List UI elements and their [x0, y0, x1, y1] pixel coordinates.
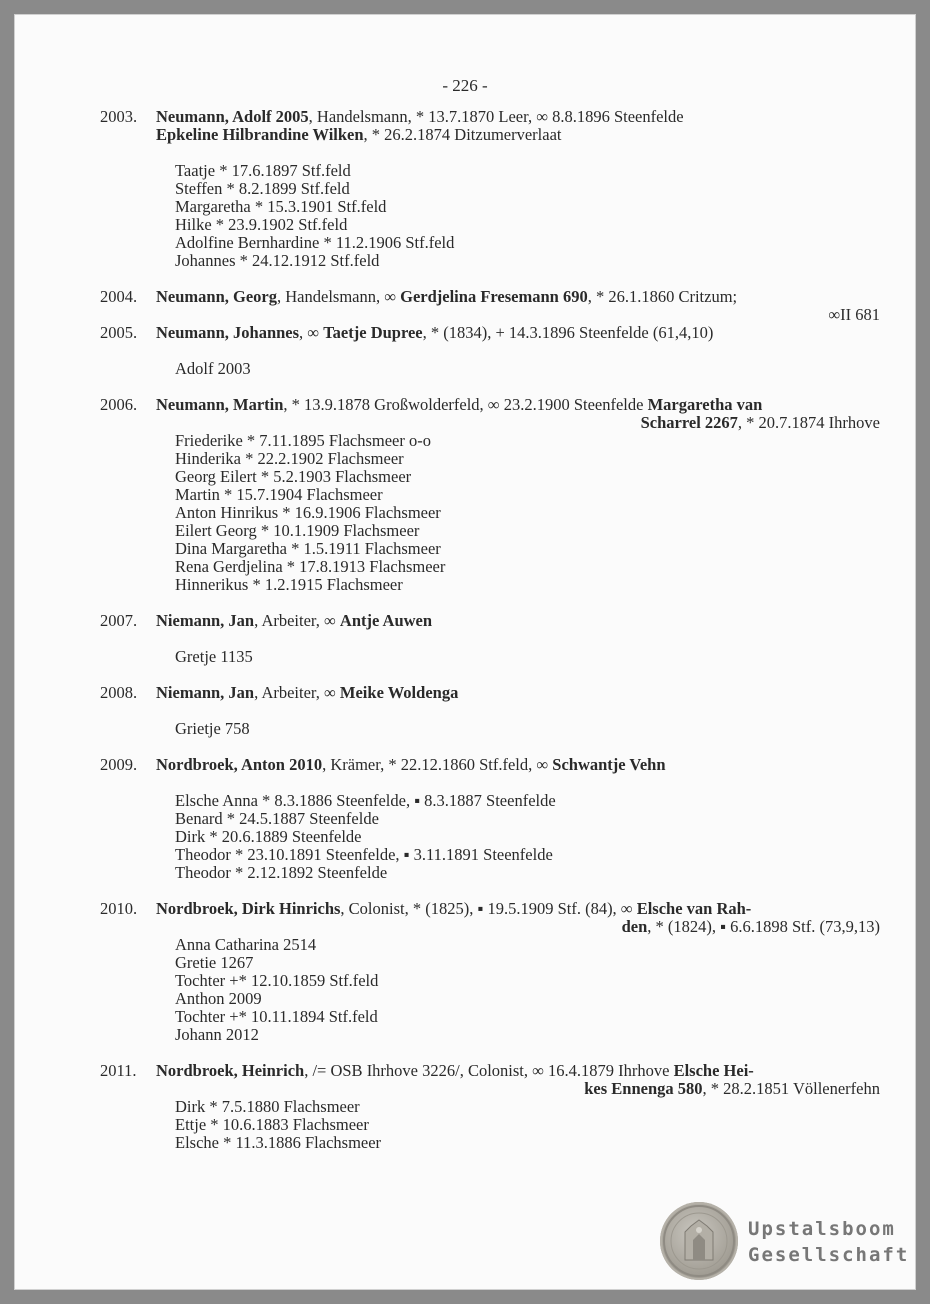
spouse-name: Meike Woldenga [339, 683, 459, 702]
spouse-name: Epkeline Hilbrandine Wilken [156, 125, 364, 144]
children-list [175, 648, 880, 666]
children-list [175, 162, 880, 270]
entry-number: 2010. [100, 899, 138, 918]
entry-number: 2006. [100, 395, 138, 414]
child: Elsche Anna * 8.3.1886 Steenfelde, ▪ 8.3.1887 Steenfelde [175, 791, 556, 810]
entry-2009: 2009. Nordbroek, Anton 2010, Krämer, * 22.12.1860 Stf.feld, ∞ Schwantje Vehn Elsche Anna * 8.3.1886 Steenfelde, ▪ 8.3.1887 Steenfelde Benard * 24.5.1887 Steenfelde Dirk * 20.6.1889 Steenfelde Theodor * 23.10.1891 Steenfelde, ▪ 3.11.1891 Steenfelde Theodor * 2.12.1892 Steenfelde [100, 756, 880, 882]
person-name: Neumann, Johannes [156, 323, 300, 342]
entry-2006: 2006. Neumann, Martin, * 13.9.1878 Großwolderfeld, ∞ 23.2.1900 Steenfelde Margaretha van Scharrel 2267, * 20.7.1874 Ihrhove Friederike * 7.11.1895 Flachsmeer o-o Hinderika * 22.2.1902 Flachsmeer Georg Eilert * 5.2.1903 Flachsmeer Martin * 15.7.1904 Flachsmeer Anton Hinrikus * 16.9.1906 Flachsmeer Eilert Georg * 10.1.1909 Flachsmeer Dina Margaretha * 1.5.1911 Flachsmeer Rena Gerdjelina * 17.8.1913 Flachsmeer Hinnerikus * 1.2.1915 Flachsmeer [100, 395, 880, 594]
child: Dirk * 20.6.1889 Steenfelde [175, 827, 362, 846]
entry-2005: 2005. Neumann, Johannes, ∞ Taetje Dupree, * (1834), + 14.3.1896 Steenfelde (61,4,10) Adolf 2003 [100, 324, 880, 378]
spouse-name: Elsche Hei- [673, 1061, 754, 1080]
spouse-name: Schwantje Vehn [552, 755, 666, 774]
children-list [175, 1098, 880, 1152]
person-name: Nordbroek, Anton 2010 [156, 755, 323, 774]
child: Elsche * 11.3.1886 Flachsmeer [175, 1133, 382, 1152]
child: Friederike * 7.11.1895 Flachsmeer o-o [175, 431, 431, 450]
spouse-name: Elsche van Rah- [636, 899, 752, 918]
child: Dirk * 7.5.1880 Flachsmeer [175, 1097, 360, 1116]
brand-line1: Upstalsboom [748, 1218, 896, 1240]
entry-number: 2003. [100, 107, 138, 126]
children-list [175, 360, 880, 378]
child: Hilke * 23.9.1902 Stf.feld [175, 215, 348, 234]
child: Steffen * 8.2.1899 Stf.feld [175, 179, 350, 198]
brand-logo [748, 1216, 909, 1268]
spouse-name-cont: den [621, 917, 648, 936]
spouse-name-cont: Scharrel 2267 [640, 413, 738, 432]
entry-number: 2011. [100, 1061, 137, 1080]
spouse-name: Margaretha van [647, 395, 763, 414]
spouse-name: Antje Auwen [339, 611, 433, 630]
spouse-name: Taetje Dupree [323, 323, 423, 342]
spouse-name: Gerdjelina Fresemann 690 [400, 287, 588, 306]
child: Adolfine Bernhardine * 11.2.1906 Stf.feld [175, 233, 455, 252]
person-name: Nordbroek, Dirk Hinrichs [156, 899, 341, 918]
person-name: Neumann, Georg [156, 287, 277, 306]
person-name: Niemann, Jan [156, 683, 255, 702]
child: Gretie 1267 [175, 953, 254, 972]
child: Dina Margaretha * 1.5.1911 Flachsmeer [175, 539, 441, 558]
child: Gretje 1135 [175, 647, 253, 666]
child: Margaretha * 15.3.1901 Stf.feld [175, 197, 387, 216]
entry-number: 2004. [100, 287, 138, 306]
child: Eilert Georg * 10.1.1909 Flachsmeer [175, 521, 420, 540]
child: Benard * 24.5.1887 Steenfelde [175, 809, 379, 828]
entry-number: 2007. [100, 611, 138, 630]
child: Grietje 758 [175, 719, 250, 738]
child: Theodor * 2.12.1892 Steenfelde [175, 863, 388, 882]
child: Rena Gerdjelina * 17.8.1913 Flachsmeer [175, 557, 446, 576]
children-list [175, 936, 880, 1044]
person-name: Neumann, Martin [156, 395, 284, 414]
entry-2008: 2008. Niemann, Jan, Arbeiter, ∞ Meike Woldenga Grietje 758 [100, 684, 880, 738]
children-list [175, 720, 880, 738]
entry-2010: 2010. Nordbroek, Dirk Hinrichs, Colonist, * (1825), ▪ 19.5.1909 Stf. (84), ∞ Elsche van Rah- den, * (1824), ▪ 6.6.1898 Stf. (73,9,13) Anna Catharina 2514 Gretie 1267 Tochter +* 12.10.1859 Stf.feld Anthon 2009 Tochter +* 10.11.1894 Stf.feld Johann 2012 [100, 899, 880, 1044]
child: Johann 2012 [175, 1025, 259, 1044]
entry-2004: 2004. Neumann, Georg, Handelsmann, ∞ Gerdjelina Fresemann 690, * 26.1.1860 Critzum; ∞II 681 [100, 287, 880, 324]
child: Theodor * 23.10.1891 Steenfelde, ▪ 3.11.1891 Steenfelde [175, 845, 553, 864]
child: Hinnerikus * 1.2.1915 Flachsmeer [175, 575, 403, 594]
child: Georg Eilert * 5.2.1903 Flachsmeer [175, 467, 412, 486]
entry-number: 2008. [100, 683, 138, 702]
continuation: ∞II 681 [828, 305, 880, 324]
child: Anthon 2009 [175, 989, 262, 1008]
brand-line2: Gesellschaft [748, 1244, 910, 1266]
person-name: Nordbroek, Heinrich [156, 1061, 305, 1080]
society-seal-icon [660, 1202, 738, 1280]
child: Taatje * 17.6.1897 Stf.feld [175, 161, 351, 180]
child: Adolf 2003 [175, 359, 251, 378]
child: Ettje * 10.6.1883 Flachsmeer [175, 1115, 369, 1134]
child: Hinderika * 22.2.1902 Flachsmeer [175, 449, 404, 468]
spouse-name-cont: kes Ennenga 580 [584, 1079, 703, 1098]
child: Johannes * 24.12.1912 Stf.feld [175, 251, 380, 270]
children-list [175, 432, 880, 594]
child: Anton Hinrikus * 16.9.1906 Flachsmeer [175, 503, 441, 522]
entry-2007: 2007. Niemann, Jan, Arbeiter, ∞ Antje Auwen Gretje 1135 [100, 612, 880, 666]
entry-2011: 2011. Nordbroek, Heinrich, /= OSB Ihrhove 3226/, Colonist, ∞ 16.4.1879 Ihrhove Elsche Hei- kes Ennenga 580, * 28.2.1851 Völlenerfehn Dirk * 7.5.1880 Flachsmeer Ettje * 10.6.1883 Flachsmeer Elsche * 11.3.1886 Flachsmeer [100, 1061, 880, 1152]
person-name: Neumann, Adolf 2005 [156, 107, 309, 126]
page-number: - 226 - [442, 76, 488, 95]
entries-list [100, 108, 880, 1152]
document-page [14, 14, 916, 1290]
entry-number: 2005. [100, 323, 138, 342]
child: Anna Catharina 2514 [175, 935, 317, 954]
child: Tochter +* 12.10.1859 Stf.feld [175, 971, 379, 990]
child: Martin * 15.7.1904 Flachsmeer [175, 485, 383, 504]
person-name: Niemann, Jan [156, 611, 255, 630]
entry-number: 2009. [100, 755, 138, 774]
child: Tochter +* 10.11.1894 Stf.feld [175, 1007, 378, 1026]
entry-2003: 2003. Neumann, Adolf 2005, Handelsmann, * 13.7.1870 Leer, ∞ 8.8.1896 Steenfelde Epkeline Hilbrandine Wilken, * 26.2.1874 Ditzumerverlaat Taatje * 17.6.1897 Stf.feld Steffen * 8.2.1899 Stf.feld Margaretha * 15.3.1901 Stf.feld Hilke * 23.9.1902 Stf.feld Adolfine Bernhardine * 11.2.1906 Stf.feld Johannes * 24.12.1912 Stf.feld [100, 108, 880, 270]
children-list [175, 792, 880, 882]
